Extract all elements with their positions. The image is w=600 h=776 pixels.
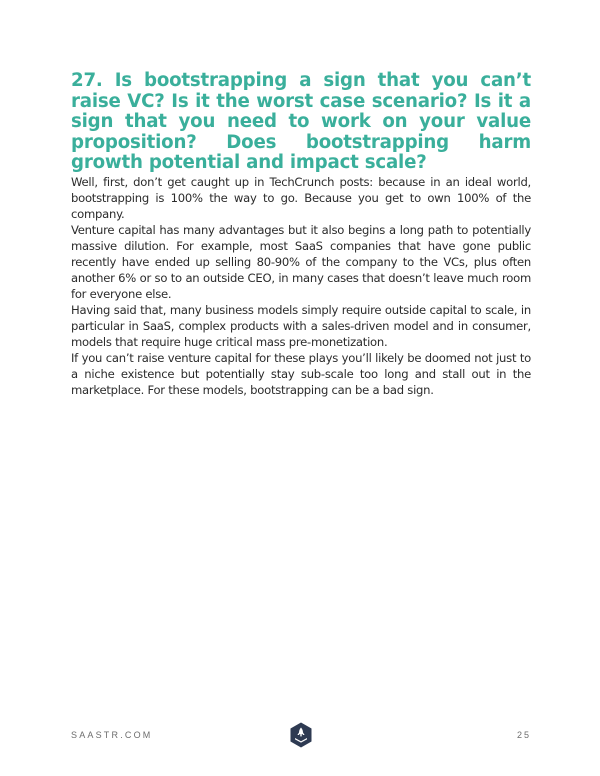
- question-heading: 27. Is bootstrapping a sign that you can’t raise VC? Is it the worst case scenario? Is it a sign that you need to work on your value proposition? Does bootstrapping harm growth potential and impact scale?: [71, 70, 531, 174]
- paragraph-2: Venture capital has many advantages but it also begins a long path to potentially massive dilution. For example, most SaaS companies that have gone public recently have ended up selling 80-90% of the company to the VCs, plus often another 6% or so to an outside CEO, in many cases that doesn’t leave much room for everyone else.: [71, 222, 531, 301]
- page-content: [71, 71, 531, 398]
- footer-site-link[interactable]: SAASTR.COM: [71, 730, 153, 740]
- saastr-logo-icon: [290, 722, 312, 748]
- paragraph-1: Well, first, don’t get caught up in TechCrunch posts: because in an ideal world, bootstrapping is 100% the way to go. Because you get to own 100% of the company.: [71, 174, 531, 221]
- paragraph-3: Having said that, many business models simply require outside capital to scale, in particular in SaaS, complex products with a sales-driven model and in consumer, models that require huge critical mass pre-monetization.: [71, 302, 531, 349]
- page-number: 25: [516, 730, 531, 740]
- paragraph-4: If you can’t raise venture capital for these plays you’ll likely be doomed not just to a niche existence but potentially stay sub-scale too long and stall out in the marketplace. For these models, bootstrapping can be a bad sign.: [71, 350, 531, 397]
- page-footer: [71, 722, 531, 752]
